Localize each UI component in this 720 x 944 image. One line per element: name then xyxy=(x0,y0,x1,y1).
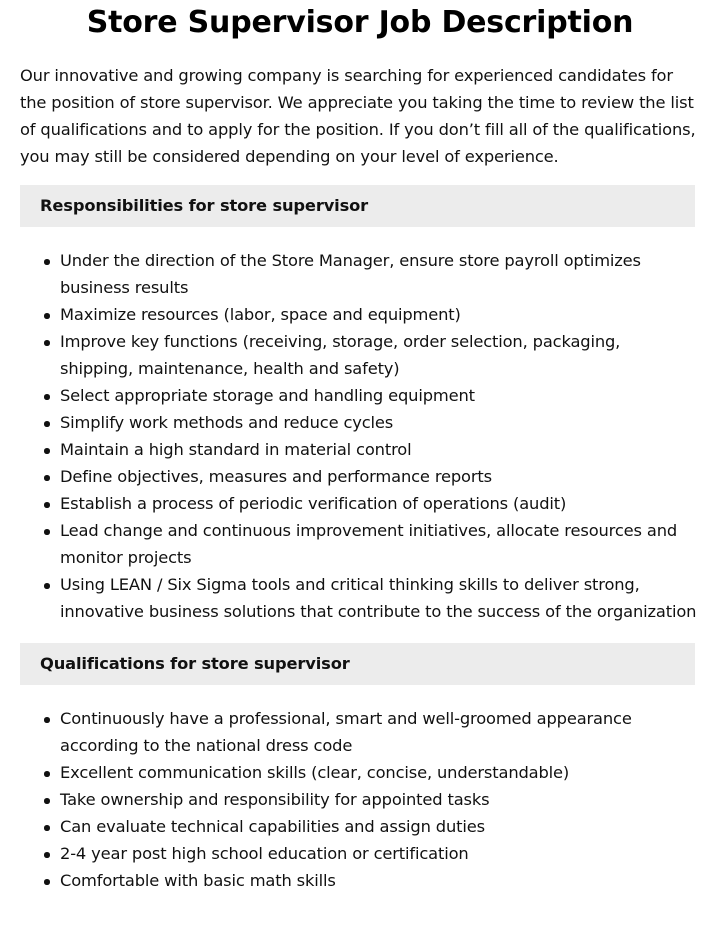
responsibilities-list xyxy=(20,247,698,625)
list-item: Select appropriate storage and handling equipment xyxy=(60,382,698,409)
list-item: Continuously have a professional, smart and well-groomed appearance according to the national dress code xyxy=(60,705,698,759)
qualifications-list xyxy=(20,705,698,894)
list-item: Improve key functions (receiving, storage, order selection, packaging, shipping, maintenance, health and safety) xyxy=(60,328,698,382)
list-item: Establish a process of periodic verification of operations (audit) xyxy=(60,490,698,517)
responsibilities-header: Responsibilities for store supervisor xyxy=(20,185,695,227)
list-item: Simplify work methods and reduce cycles xyxy=(60,409,698,436)
page-title: Store Supervisor Job Description xyxy=(86,5,634,40)
qualifications-header: Qualifications for store supervisor xyxy=(20,643,695,685)
list-item: Under the direction of the Store Manager, ensure store payroll optimizes business results xyxy=(60,247,698,301)
list-item: Define objectives, measures and performance reports xyxy=(60,463,698,490)
list-item: Comfortable with basic math skills xyxy=(60,867,698,894)
list-item: Maximize resources (labor, space and equipment) xyxy=(60,301,698,328)
list-item: Using LEAN / Six Sigma tools and critical thinking skills to deliver strong, innovative business solutions that contribute to the success of the organization xyxy=(60,571,698,625)
list-item: 2-4 year post high school education or certification xyxy=(60,840,698,867)
list-item: Excellent communication skills (clear, concise, understandable) xyxy=(60,759,698,786)
intro-paragraph: Our innovative and growing company is searching for experienced candidates for the position of store supervisor. We appreciate you taking the time to review the list of qualifications and to apply for the position. If you don’t fill all of the qualifications, you may still be considered depending on your level of experience. xyxy=(20,66,696,166)
list-item: Take ownership and responsibility for appointed tasks xyxy=(60,786,698,813)
list-item: Can evaluate technical capabilities and assign duties xyxy=(60,813,698,840)
list-item: Lead change and continuous improvement initiatives, allocate resources and monitor projects xyxy=(60,517,698,571)
list-item: Maintain a high standard in material control xyxy=(60,436,698,463)
